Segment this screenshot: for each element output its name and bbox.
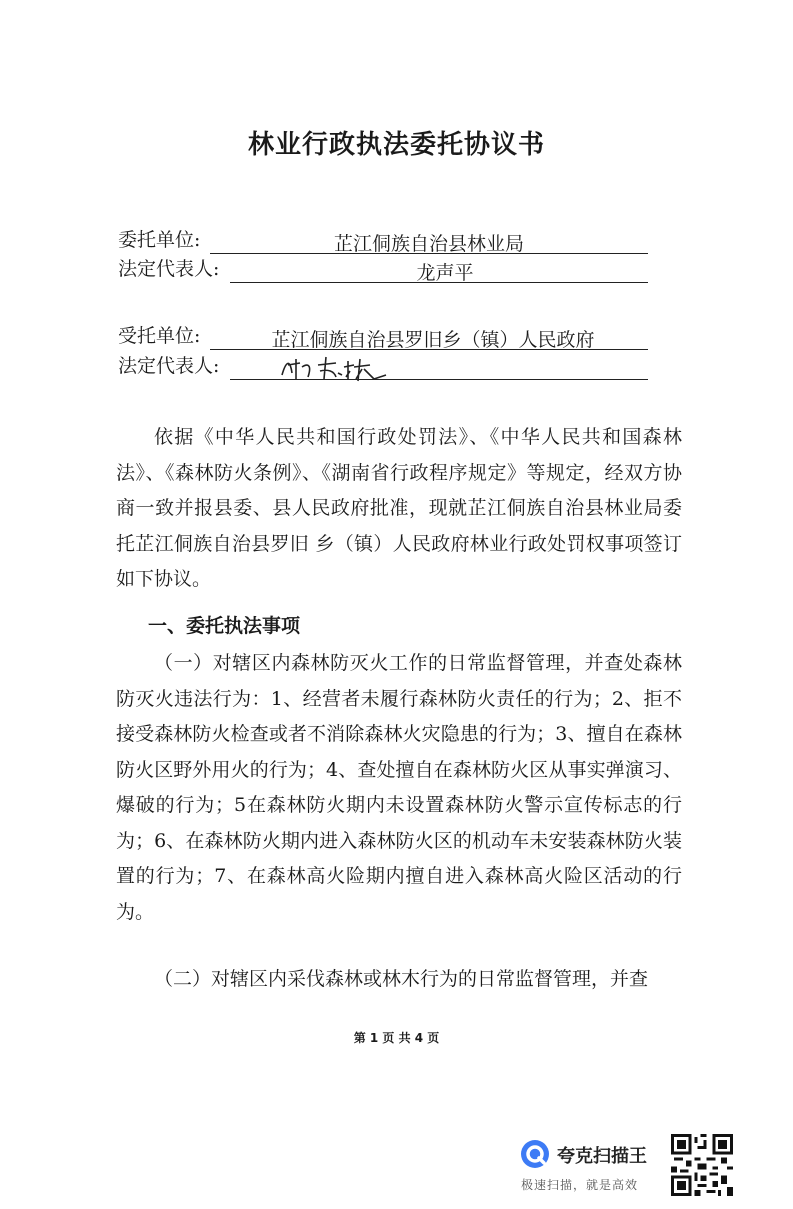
document-title: 林业行政执法委托协议书 xyxy=(247,130,545,160)
entrusted-unit-line xyxy=(210,325,648,350)
paragraph-item-1: （一）对辖区内森林防灭火工作的日常监督管理，并查处森林防灭火违法行为：1、经营者未履行森林防火责任的行为；2、拒不接受森林防火检查或者不消除森林火灾隐患的行为；3、擅自在森林防火区野外用火的行为；4、查处擅自在森林防火区从事实弹演习、爆破的行为；5在森林防火期内未设置森林防火警示宣传标志的行为；6、在森林防火期内进入森林防火区的机动车未安装森林防火装置的行为；7、在森林高火险期内擅自进入森林高火险区活动的行为。 xyxy=(116,652,682,923)
entrusting-unit-label: 委托单位: xyxy=(118,229,201,251)
entrusted-unit-field xyxy=(118,322,648,350)
entrusted-unit-label: 受托单位: xyxy=(118,325,201,347)
paragraph-basis: 依据《中华人民共和国行政处罚法》、《中华人民共和国森林法》、《森林防火条例》、《湖南省行政程序规定》等规定，经双方协商一致并报县委、县人民政府批准，现就芷江侗族自治县林业局委托芷江侗族自治县罗旧 乡（镇）人民政府林业行政处罚权事项签订如下协议。 xyxy=(116,426,682,590)
entrusted-unit-value: 芷江侗族自治县罗旧乡（镇）人民政府 xyxy=(271,329,595,351)
legal-rep-1-field xyxy=(118,255,648,283)
legal-rep-1-line xyxy=(230,258,648,283)
scanner-watermark xyxy=(519,1138,669,1198)
entrusting-unit-field xyxy=(118,226,648,254)
legal-rep-1-value: 龙声平 xyxy=(416,262,474,284)
watermark-app-name: 夸克扫描王 xyxy=(557,1146,647,1167)
section-heading-1: 一、委托执法事项 xyxy=(148,615,301,637)
legal-rep-2-field xyxy=(118,352,648,380)
entrusting-unit-value: 芷江侗族自治县林业局 xyxy=(333,233,524,255)
handwritten-signature xyxy=(278,353,388,383)
legal-rep-2-line xyxy=(230,355,648,380)
legal-rep-1-label: 法定代表人: xyxy=(118,258,220,280)
quark-logo-icon xyxy=(519,1138,551,1170)
page-footer: 第 1 页 共 4 页 xyxy=(353,1031,440,1045)
paragraph-item-2: （二）对辖区内采伐森林或林木行为的日常监督管理，并查 xyxy=(154,968,649,990)
watermark-tagline: 极速扫描，就是高效 xyxy=(521,1178,639,1192)
legal-rep-2-label: 法定代表人: xyxy=(118,355,220,377)
qr-code-icon xyxy=(671,1134,733,1196)
entrusting-unit-line xyxy=(210,229,648,254)
